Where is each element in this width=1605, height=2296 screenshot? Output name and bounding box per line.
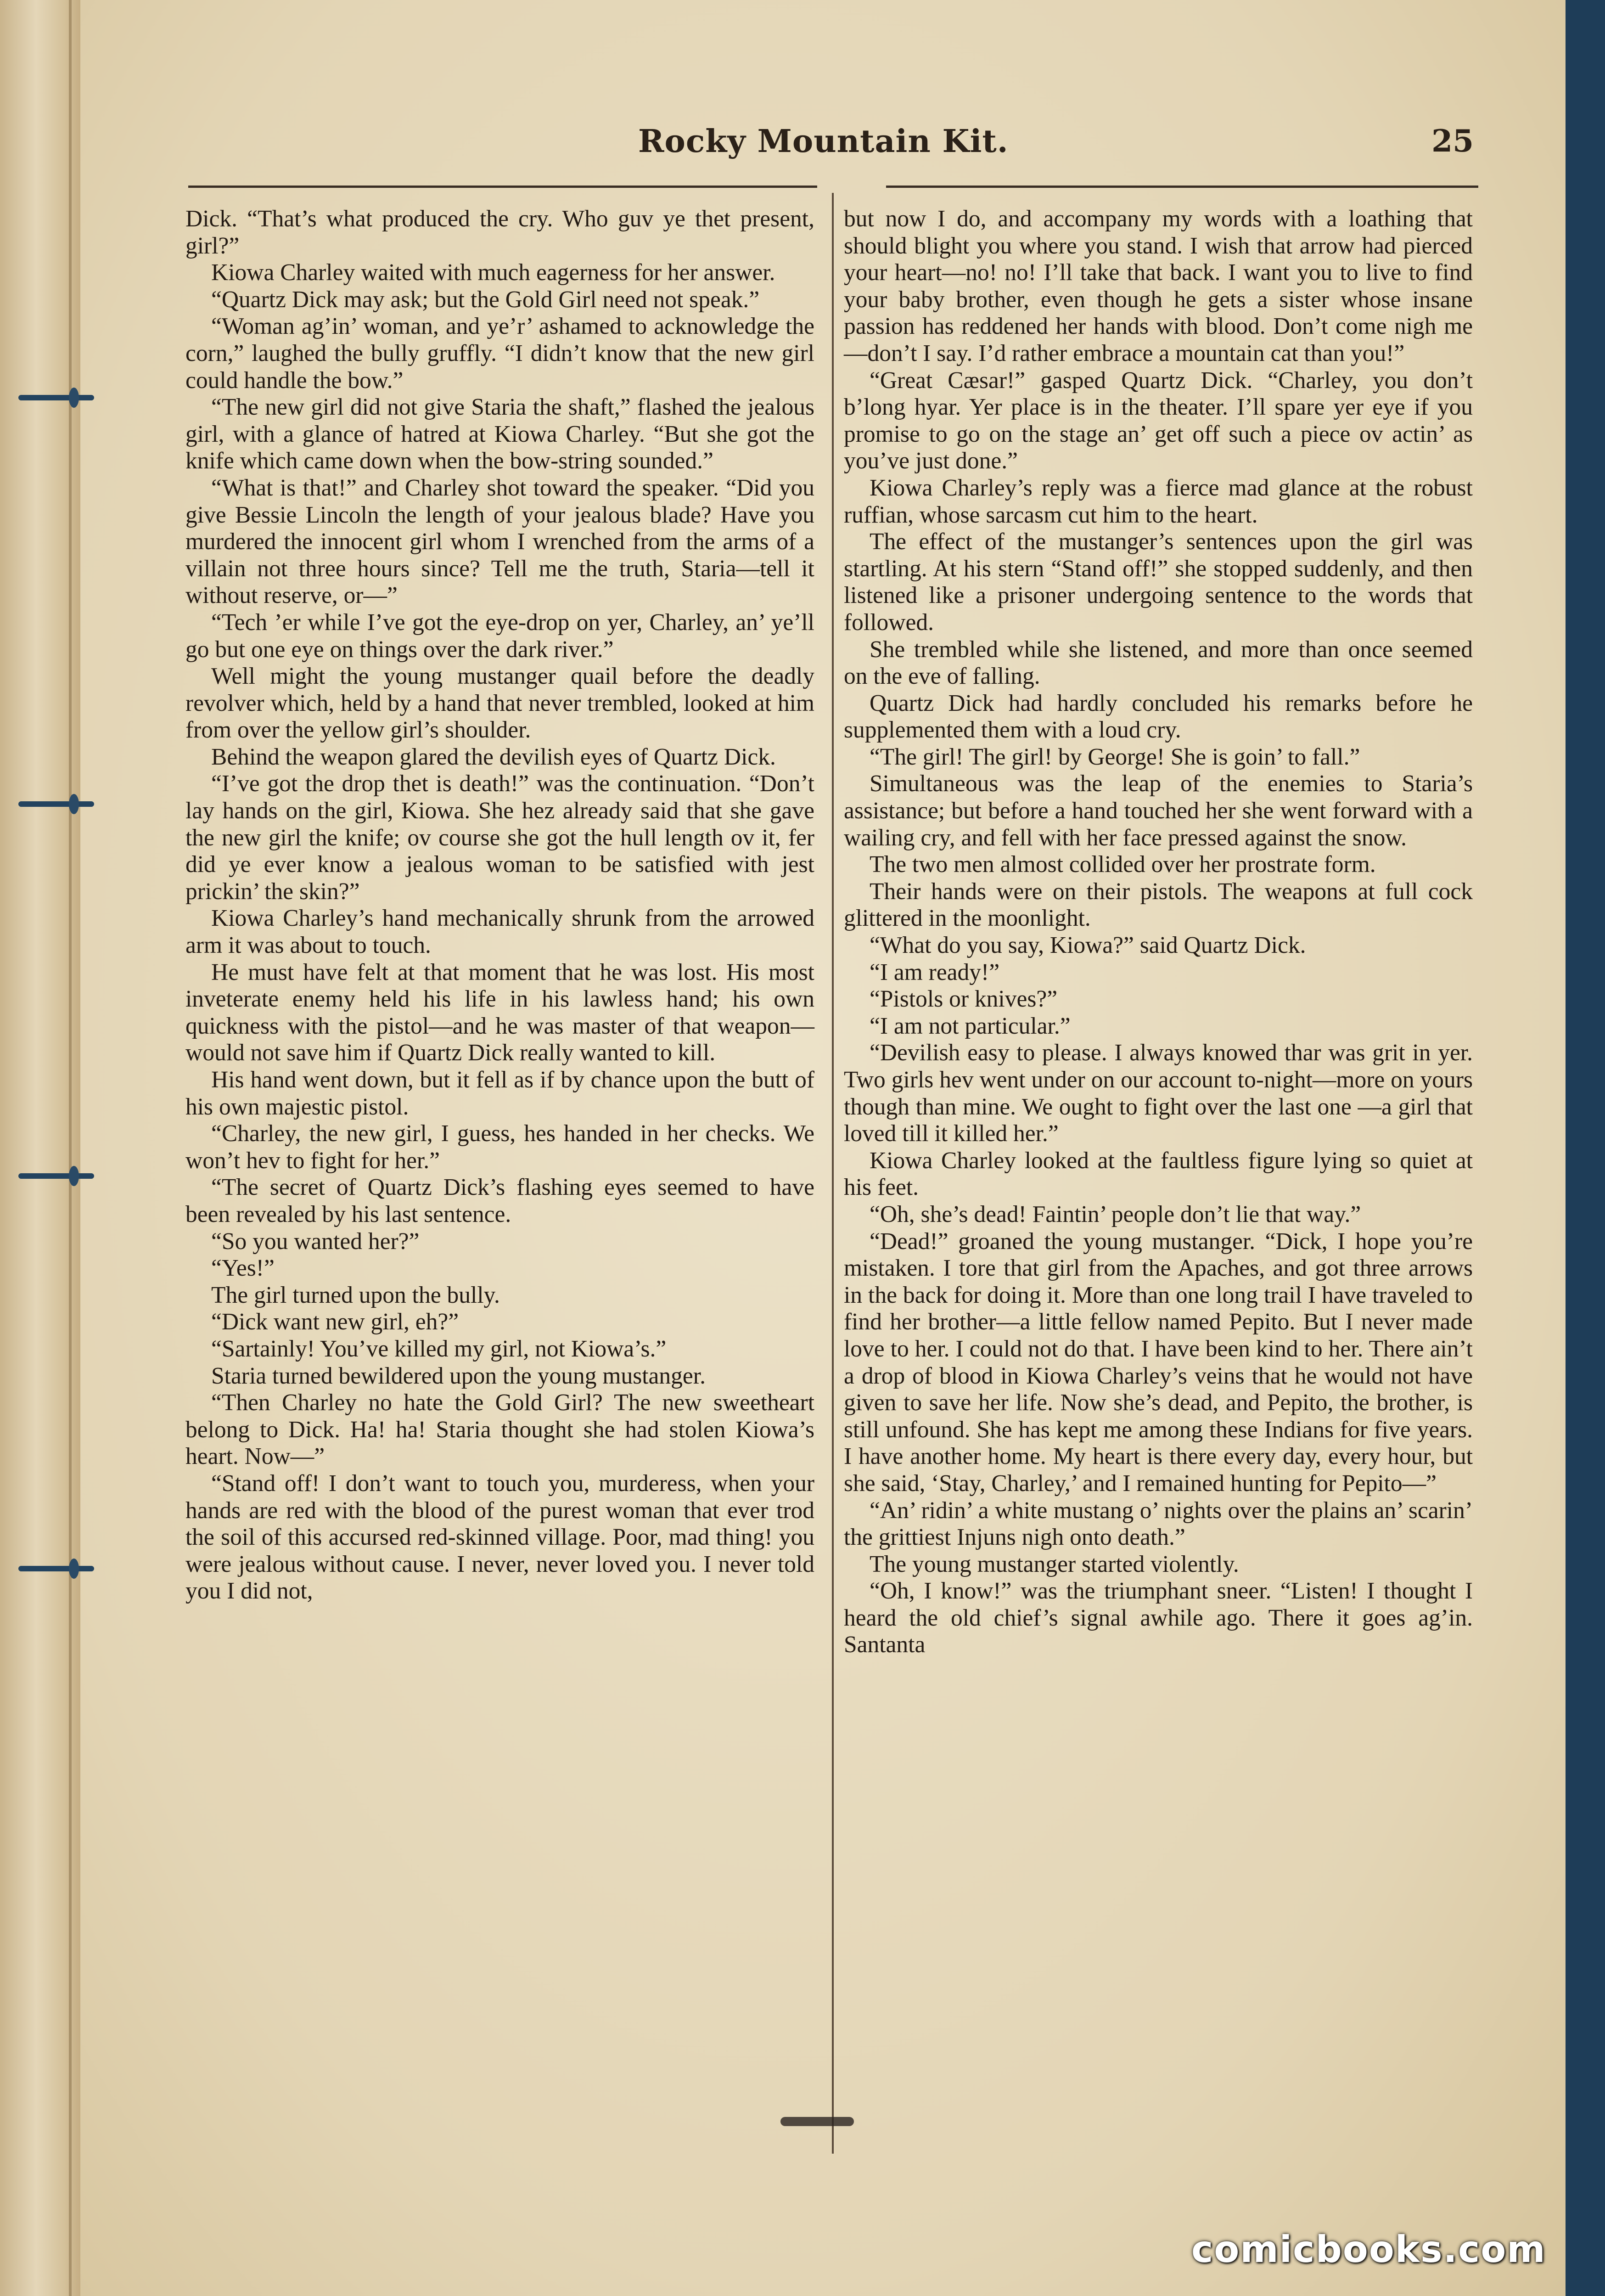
background-edge (1566, 0, 1605, 2296)
paragraph: “Pistols or knives?” (870, 986, 1058, 1013)
paragraph: “Great Cæsar!” gasped Quartz Dick. “Charley, you don’t b’long hyar. Yer place is in the theater. I’ll spare yer eye if you promise to go on the stage an’ get off such a piece ov actin’ as you’ve just done.” (844, 367, 1473, 474)
running-header (184, 123, 1474, 174)
paragraph: The young mustanger started violently. (870, 1551, 1239, 1577)
site-watermark: comicbooks.com (1191, 2228, 1546, 2271)
paragraph: “The new girl did not give Staria the shaft,” flashed the jealous girl, with a glance of hatred at Kiowa Charley. “But she got the knife which came down when the bow-string sounded.” (185, 394, 814, 474)
header-rule-left (188, 186, 817, 188)
gutter-fold-line (69, 0, 72, 2296)
header-rule-right (886, 186, 1478, 188)
paragraph: “Oh, she’s dead! Faintin’ people don’t lie that way.” (870, 1201, 1361, 1227)
paragraph: Kiowa Charley’s reply was a fierce mad glance at the robust ruffian, whose sarcasm cut him to the heart. (844, 474, 1473, 528)
paragraph: She trembled while she listened, and more than once seemed on the eve of falling. (844, 636, 1473, 690)
paragraph: “Woman ag’in’ woman, and ye’r’ ashamed to acknowledge the corn,” laughed the bully gruffly. “I didn’t know that the new girl could handle the bow.” (185, 313, 814, 394)
paragraph: He must have felt at that moment that he was lost. His most inveterate enemy held his life in his lawless hand; his own quickness with the pistol—and he was master of that weapon—would not save him if Quartz Dick really wanted to kill. (185, 959, 814, 1066)
paragraph: “Oh, I know!” was the triumphant sneer. “Listen! I thought I heard the old chief’s signal awhile ago. There it goes ag’in. Santanta (844, 1578, 1473, 1658)
paragraph: Kiowa Charley looked at the faultless figure lying so quiet at his feet. (844, 1147, 1473, 1201)
paragraph: “I am ready!” (870, 959, 1000, 985)
paragraph: “Yes!” (211, 1255, 275, 1282)
binding-stitch (18, 801, 94, 807)
paragraph: Dick. “That’s what produced the cry. Who guv ye thet present, girl?” (185, 206, 814, 259)
ink-smudge (780, 2117, 854, 2126)
column-divider (832, 193, 834, 2154)
paragraph: Simultaneous was the leap of the enemies to Staria’s assistance; but before a hand touched her she went forward with a wailing cry, and fell with her face pressed against the snow. (844, 771, 1473, 851)
paragraph: “I am not particular.” (870, 1013, 1071, 1039)
binding-stitch (18, 1173, 94, 1179)
paragraph: Kiowa Charley waited with much eagerness for her answer. (211, 259, 775, 286)
paragraph: “Then Charley no hate the Gold Girl? The new sweetheart belong to Dick. Ha! ha! Staria thought she had stolen Kiowa’s heart. Now—” (185, 1390, 814, 1470)
paragraph: The two men almost collided over her prostrate form. (870, 851, 1376, 878)
paragraph: “Stand off! I don’t want to touch you, murderess, when your hands are red with the blood of the purest woman that ever trod the soil of this accursed red-skinned village. Poor, mad thing! you were jealous without cause. I never, never loved you. I never told you I did not, (185, 1470, 814, 1604)
binding-stitch (18, 1566, 94, 1571)
paragraph: “The girl! The girl! by George! She is goin’ to fall.” (870, 743, 1360, 770)
paragraph: “So you wanted her?” (211, 1228, 420, 1255)
binding-stitch (18, 395, 94, 400)
paragraph: “Charley, the new girl, I guess, hes handed in her checks. We won’t hev to fight for her.” (185, 1120, 814, 1174)
binding-gutter (0, 0, 80, 2296)
paragraph: Staria turned bewildered upon the young mustanger. (211, 1362, 706, 1389)
paragraph: The effect of the mustanger’s sentences upon the girl was startling. At his stern “Stand off!” she stopped suddenly, and then listened like a prisoner undergoing sentence to the words that followed. (844, 529, 1473, 636)
paragraph: “Sartainly! You’ve killed my girl, not Kiowa’s.” (211, 1335, 667, 1362)
paragraph: “Quartz Dick may ask; but the Gold Girl need not speak.” (211, 286, 760, 313)
paragraph: “Dick want new girl, eh?” (211, 1309, 459, 1335)
right-text-column (844, 206, 1473, 1659)
paragraph: Kiowa Charley’s hand mechanically shrunk from the arrowed arm it was about to touch. (185, 905, 814, 959)
paragraph: but now I do, and accompany my words with a loathing that should blight you where you stand. I wish that arrow had pierced your heart—no! no! I’ll take that back. I want you to live to find your baby brother, even though he gets a sister whose insane passion has reddened her hands with blood. Don’t come nigh me—don’t I say. I’d rather embrace a mountain cat than you!” (844, 206, 1473, 366)
paragraph: Quartz Dick had hardly concluded his remarks before he supplemented them with a loud cry. (844, 690, 1473, 743)
page-number: 25 (1431, 123, 1474, 159)
left-text-column (185, 206, 814, 1605)
paragraph: “Dead!” groaned the young mustanger. “Dick, I hope you’re mistaken. I tore that girl from the Apaches, and got three arrows in the back for doing it. More than one long trail I have traveled to find her brother—a little fellow named Pepito. But I never made love to her. I could not do that. I have been kind to her. There ain’t a drop of blood in Kiowa Charley’s veins that he would not have given to save her life. Now she’s dead, and Pepito, the brother, is still unfound. She has kept me among these Indians for five years. I have another home. My heart is there every day, every hour, but she said, ‘Stay, Charley,’ and I remained hunting for Pepito—” (844, 1228, 1473, 1497)
paragraph: His hand went down, but it fell as if by chance upon the butt of his own majestic pistol. (185, 1067, 814, 1120)
paragraph: “Tech ’er while I’ve got the eye-drop on yer, Charley, an’ ye’ll go but one eye on things over the dark river.” (185, 609, 814, 663)
paragraph: Behind the weapon glared the devilish eyes of Quartz Dick. (211, 743, 776, 770)
paragraph: “I’ve got the drop thet is death!” was the continuation. “Don’t lay hands on the girl, Kiowa. She hez already said that she gave the new girl the knife; ov course she got the hull length ov it, fer did ye ever know a jealous woman to be satisfied with jest prickin’ the skin?” (185, 771, 814, 905)
paragraph: Their hands were on their pistols. The weapons at full cock glittered in the moonlight. (844, 878, 1473, 932)
paragraph: “What do you say, Kiowa?” said Quartz Dick. (870, 932, 1306, 959)
paragraph: “The secret of Quartz Dick’s flashing eyes seemed to have been revealed by his last sentence. (185, 1174, 814, 1227)
paragraph: “An’ ridin’ a white mustang o’ nights over the plains an’ scarin’ the grittiest Injuns nigh onto death.” (844, 1497, 1473, 1551)
paragraph: “Devilish easy to please. I always knowed thar was grit in yer. Two girls hev went under on our account to-night—more on yours though than mine. We ought to fight over the last one —a girl that loved till it killed her.” (844, 1040, 1473, 1147)
paragraph: Well might the young mustanger quail before the deadly revolver which, held by a hand that never trembled, looked at him from over the yellow girl’s shoulder. (185, 663, 814, 743)
paragraph: The girl turned upon the bully. (211, 1282, 500, 1308)
running-title: Rocky Mountain Kit. (638, 123, 1009, 160)
paragraph: “What is that!” and Charley shot toward the speaker. “Did you give Bessie Lincoln the length of your jealous blade? Have you murdered the innocent girl whom I wrenched from the arms of a villain not three hours since? Tell me the truth, Staria—tell it without reserve, or—” (185, 474, 814, 609)
